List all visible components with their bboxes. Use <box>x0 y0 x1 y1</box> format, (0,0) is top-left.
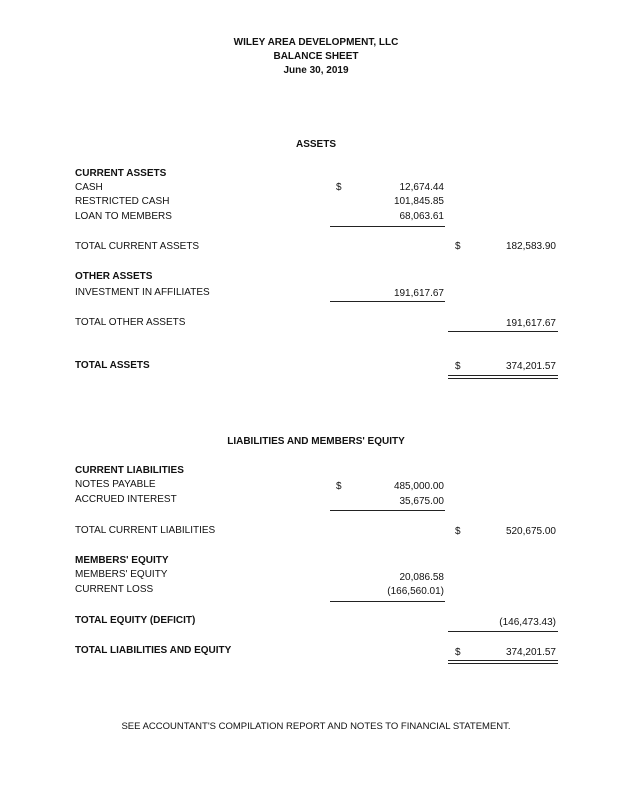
other-assets-underline <box>330 301 445 302</box>
current-liabilities-heading: CURRENT LIABILITIES <box>75 465 184 476</box>
current-liabilities-underline <box>330 510 445 511</box>
total-assets-double-underline <box>448 375 558 379</box>
current-assets-heading: CURRENT ASSETS <box>75 168 167 179</box>
cash-currency: $ <box>336 182 342 193</box>
equity-underline <box>330 601 445 602</box>
report-title: BALANCE SHEET <box>273 51 359 62</box>
assets-heading: ASSETS <box>295 139 337 150</box>
investment-amount: 191,617.67 <box>393 288 444 299</box>
cash-label: CASH <box>75 182 103 193</box>
total-assets-currency: $ <box>455 361 461 372</box>
total-current-assets-amount: 182,583.90 <box>505 241 556 252</box>
restricted-cash-amount: 101,845.85 <box>393 196 444 207</box>
accrued-interest-amount: 35,675.00 <box>399 496 444 507</box>
loan-to-members-label: LOAN TO MEMBERS <box>75 211 172 222</box>
investment-label: INVESTMENT IN AFFILIATES <box>75 287 210 298</box>
current-loss-label: CURRENT LOSS <box>75 584 154 595</box>
total-equity-label: TOTAL EQUITY (DEFICIT) <box>75 615 196 626</box>
company-name: WILEY AREA DEVELOPMENT, LLC <box>233 37 399 48</box>
current-loss-amount: (166,560.01) <box>387 586 444 597</box>
other-assets-heading: OTHER ASSETS <box>75 271 153 282</box>
accrued-interest-label: ACCRUED INTEREST <box>75 494 177 505</box>
total-current-assets-label: TOTAL CURRENT ASSETS <box>75 241 200 252</box>
report-date: June 30, 2019 <box>283 65 349 76</box>
notes-payable-currency: $ <box>336 481 342 492</box>
current-assets-underline <box>330 226 445 227</box>
total-other-assets-amount: 191,617.67 <box>505 318 556 329</box>
members-equity-label: MEMBERS' EQUITY <box>75 569 168 580</box>
restricted-cash-label: RESTRICTED CASH <box>75 196 170 207</box>
notes-payable-amount: 485,000.00 <box>393 481 444 492</box>
total-other-assets-label: TOTAL OTHER ASSETS <box>75 317 186 328</box>
loan-to-members-amount: 68,063.61 <box>399 211 444 222</box>
cash-amount: 12,674.44 <box>399 182 444 193</box>
members-equity-heading: MEMBERS' EQUITY <box>75 555 169 566</box>
total-current-assets-currency: $ <box>455 241 461 252</box>
total-current-liabilities-currency: $ <box>455 526 461 537</box>
total-liabilities-equity-amount: 374,201.57 <box>505 647 556 658</box>
total-liabilities-equity-currency: $ <box>455 647 461 658</box>
total-assets-amount: 374,201.57 <box>505 361 556 372</box>
liabilities-heading: LIABILITIES AND MEMBERS' EQUITY <box>227 436 405 447</box>
notes-payable-label: NOTES PAYABLE <box>75 479 156 490</box>
total-assets-label: TOTAL ASSETS <box>75 360 150 371</box>
other-assets-total-underline <box>448 331 558 332</box>
total-current-liabilities-amount: 520,675.00 <box>505 526 556 537</box>
footer-note: SEE ACCOUNTANT'S COMPILATION REPORT AND NOTES TO FINANCIAL STATEMENT. <box>121 721 511 732</box>
members-equity-amount: 20,086.58 <box>399 572 444 583</box>
total-equity-underline <box>448 631 558 632</box>
total-liabilities-equity-double-underline <box>448 660 558 664</box>
total-equity-amount: (146,473.43) <box>499 617 556 628</box>
total-current-liabilities-label: TOTAL CURRENT LIABILITIES <box>75 525 216 536</box>
total-liabilities-equity-label: TOTAL LIABILITIES AND EQUITY <box>75 645 232 656</box>
